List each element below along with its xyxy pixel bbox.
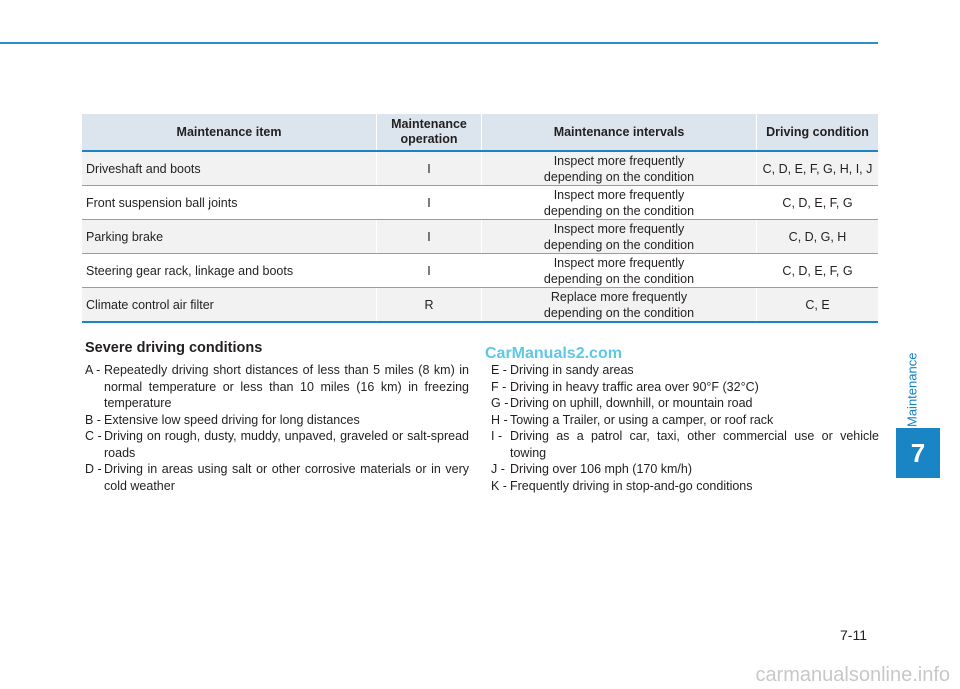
conditions-list-right bbox=[491, 362, 879, 494]
list-item bbox=[491, 428, 879, 461]
cell-item: Front suspension ball joints bbox=[82, 186, 377, 220]
condition-text: Driving in sandy areas bbox=[510, 363, 634, 377]
table-row bbox=[82, 288, 878, 323]
cell-operation: I bbox=[377, 220, 482, 254]
cell-driving-condition: C, D, E, F, G, H, I, J bbox=[757, 151, 879, 186]
cell-interval bbox=[482, 220, 757, 254]
cell-operation: I bbox=[377, 254, 482, 288]
cell-item: Driveshaft and boots bbox=[82, 151, 377, 186]
column-header-intervals: Maintenance intervals bbox=[482, 114, 757, 151]
table-row bbox=[82, 220, 878, 254]
page-number: 7-11 bbox=[840, 627, 867, 643]
condition-key: J - bbox=[491, 462, 505, 476]
maintenance-table bbox=[82, 114, 878, 323]
table-row bbox=[82, 254, 878, 288]
condition-key: D - bbox=[85, 462, 102, 476]
list-item bbox=[85, 412, 469, 429]
cell-operation: R bbox=[377, 288, 482, 323]
list-item bbox=[85, 362, 469, 412]
condition-key: E - bbox=[491, 363, 507, 377]
chapter-tab[interactable]: 7 bbox=[896, 428, 940, 478]
chapter-side-label: Maintenance bbox=[904, 352, 920, 428]
interval-line: Inspect more frequently bbox=[553, 187, 685, 202]
list-item bbox=[491, 395, 879, 412]
cell-driving-condition: C, E bbox=[757, 288, 879, 323]
table-row bbox=[82, 186, 878, 220]
cell-interval bbox=[482, 186, 757, 220]
condition-key: C - bbox=[85, 429, 102, 443]
condition-text: Driving in areas using salt or other corrosive materials or in very cold weather bbox=[104, 462, 469, 493]
cell-item: Climate control air filter bbox=[82, 288, 377, 323]
cell-item: Parking brake bbox=[82, 220, 377, 254]
list-item bbox=[491, 478, 879, 495]
condition-key: G - bbox=[491, 396, 509, 410]
list-item bbox=[491, 461, 879, 478]
list-item bbox=[491, 379, 879, 396]
list-item bbox=[85, 428, 469, 461]
cell-driving-condition: C, D, E, F, G bbox=[757, 186, 879, 220]
watermark-text: CarManuals2.com bbox=[485, 345, 622, 362]
table-row bbox=[82, 151, 878, 186]
interval-line: depending on the condition bbox=[543, 169, 695, 184]
interval-line: Inspect more frequently bbox=[553, 221, 685, 236]
section-title: Severe driving conditions bbox=[85, 340, 263, 356]
cell-operation: I bbox=[377, 151, 482, 186]
cell-interval bbox=[482, 288, 757, 323]
interval-line: Replace more frequently bbox=[550, 289, 688, 304]
condition-key: B - bbox=[85, 412, 101, 427]
interval-line: depending on the condition bbox=[543, 305, 695, 320]
list-item bbox=[85, 461, 469, 494]
cell-driving-condition: C, D, G, H bbox=[757, 220, 879, 254]
conditions-list-left bbox=[85, 362, 469, 494]
list-item bbox=[491, 412, 879, 429]
condition-text: Driving in heavy traffic area over 90°F (32°C) bbox=[510, 379, 759, 394]
condition-text: Towing a Trailer, or using a camper, or roof rack bbox=[510, 412, 774, 427]
condition-key: F - bbox=[491, 379, 507, 394]
interval-line: depending on the condition bbox=[543, 237, 695, 252]
condition-text: Driving as a patrol car, taxi, other commercial use or vehicle towing bbox=[510, 429, 879, 460]
column-header-operation: Maintenance operation bbox=[377, 114, 482, 151]
footer-watermark: carmanualsonline.info bbox=[755, 664, 950, 686]
condition-text: Frequently driving in stop-and-go conditions bbox=[510, 478, 753, 493]
interval-line: Inspect more frequently bbox=[553, 255, 685, 270]
column-header-item: Maintenance item bbox=[82, 114, 377, 151]
condition-text: Extensive low speed driving for long distances bbox=[104, 412, 360, 427]
condition-key: I - bbox=[491, 429, 503, 443]
interval-line: Inspect more frequently bbox=[553, 153, 685, 168]
interval-line: depending on the condition bbox=[543, 203, 695, 218]
condition-text: Driving over 106 mph (170 km/h) bbox=[510, 462, 693, 476]
cell-interval bbox=[482, 254, 757, 288]
interval-line: depending on the condition bbox=[543, 271, 695, 286]
cell-interval bbox=[482, 151, 757, 186]
top-rule bbox=[0, 42, 878, 44]
condition-text: Driving on rough, dusty, muddy, unpaved, graveled or salt-spread roads bbox=[104, 429, 469, 460]
list-item bbox=[491, 362, 879, 379]
table-header-row bbox=[82, 114, 878, 151]
cell-driving-condition: C, D, E, F, G bbox=[757, 254, 879, 288]
condition-key: K - bbox=[491, 478, 507, 493]
condition-key: A - bbox=[85, 363, 101, 377]
cell-operation: I bbox=[377, 186, 482, 220]
condition-key: H - bbox=[491, 412, 508, 427]
cell-item: Steering gear rack, linkage and boots bbox=[82, 254, 377, 288]
condition-text: Driving on uphill, downhill, or mountain road bbox=[510, 396, 753, 410]
column-header-driving-condition: Driving condition bbox=[757, 114, 879, 151]
condition-text: Repeatedly driving short distances of less than 5 miles (8 km) in normal temperature or less than 10 miles (16 km) in freezing temperature bbox=[104, 363, 469, 410]
